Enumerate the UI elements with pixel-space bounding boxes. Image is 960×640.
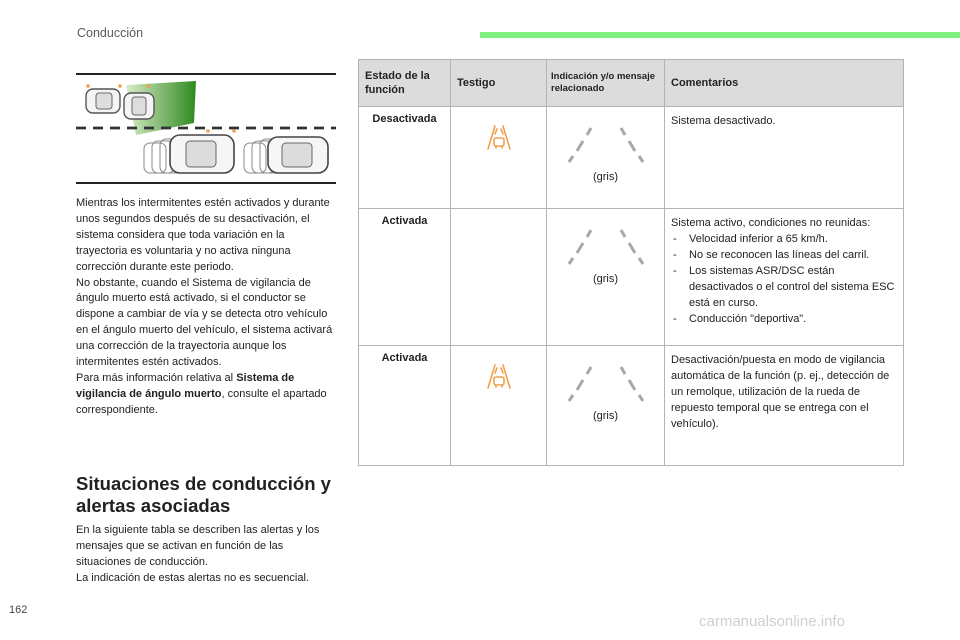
section-header: Conducción	[77, 26, 144, 40]
cell-comment	[665, 209, 904, 346]
blind-spot-system-reference: Sistema de vigilancia de ángulo muerto	[76, 371, 295, 400]
header-witness: Testigo	[451, 60, 547, 107]
gray-indicator-label: (gris)	[592, 410, 619, 422]
header-comments: Comentarios	[665, 60, 904, 107]
alerts-table	[358, 59, 904, 466]
cell-state: Activada	[359, 346, 451, 466]
body-text	[76, 196, 338, 419]
lane-lines-gray-icon	[561, 227, 651, 265]
lane-lines-gray-icon	[561, 125, 651, 163]
header-state: Estado de la función	[359, 60, 451, 107]
table-row	[359, 209, 904, 346]
cell-witness-empty	[451, 209, 547, 346]
gray-indicator-label: (gris)	[592, 171, 619, 183]
cell-message	[547, 209, 665, 346]
own-car-icon	[170, 135, 234, 173]
list-item: - No se reconocen las líneas del carril.	[671, 247, 897, 263]
paragraph-1: Mientras los intermitentes estén activados y durante unos segundos después de su desactivación, el sistema considera que toda variación en la trayectoria es voluntaria y no activa ninguna corrección durante este periodo.	[76, 197, 330, 273]
header-message: Indicación y/o mensaje relacionado	[547, 60, 665, 107]
cell-witness	[451, 346, 547, 466]
conditions-list	[671, 231, 897, 327]
paragraph-2: No obstante, cuando el Sistema de vigilancia de ángulo muerto está activado, si el conductor se dispone a cambiar de vía y se detecta otro vehículo en el ángulo muerto del vehículo, el sistema activará una corrección de la trayectoria aunque los intermitentes estén activados.	[76, 276, 333, 369]
cell-message	[547, 107, 665, 209]
list-item: - Los sistemas ASR/DSC están desactivados o el control del sistema ESC está en curso.	[671, 263, 897, 311]
cell-witness	[451, 107, 547, 209]
section-title: Situaciones de conducción y alertas asociadas	[76, 473, 331, 516]
paragraph-3	[76, 371, 338, 419]
illustration-bottom-rule	[76, 182, 336, 184]
list-item: - Conducción "deportiva".	[671, 311, 897, 327]
cell-comment: Desactivación/puesta en modo de vigilancia automática de la función (p. ej., detección de un remolque, utilización de la rueda de repuesto temporal que se entrega con el vehículo).	[665, 346, 904, 466]
table-row	[359, 107, 904, 209]
page-number: 162	[9, 604, 28, 616]
intro-paragraph-1: En la siguiente tabla se describen las alertas y los mensajes que se activan en función de las situaciones de conducción.	[76, 524, 320, 568]
cell-state: Desactivada	[359, 107, 451, 209]
lane-change-illustration	[76, 73, 336, 183]
cell-state: Activada	[359, 209, 451, 346]
comment-intro: Sistema activo, condiciones no reunidas:	[671, 217, 871, 229]
header-accent-bar	[480, 32, 960, 38]
intro-text	[76, 523, 338, 587]
watermark: carmanualsonline.info	[699, 613, 845, 630]
gray-indicator-label: (gris)	[592, 273, 619, 285]
front-car-icon	[86, 89, 120, 113]
lane-warning-orange-icon	[484, 123, 514, 153]
lane-lines-gray-icon	[561, 364, 651, 402]
cell-comment: Sistema desactivado.	[665, 107, 904, 209]
intro-paragraph-2: La indicación de estas alertas no es secuencial.	[76, 571, 309, 584]
cell-message	[547, 346, 665, 466]
overtaking-car-icon	[124, 93, 154, 119]
table-row	[359, 346, 904, 466]
rear-car-icon	[268, 137, 328, 173]
lane-warning-orange-icon	[484, 362, 514, 392]
paragraph-3-pre: Para más información relativa al	[76, 371, 237, 384]
list-item: - Velocidad inferior a 65 km/h.	[671, 231, 897, 247]
paragraph-3-post: , consulte el apartado correspondiente.	[76, 387, 327, 416]
